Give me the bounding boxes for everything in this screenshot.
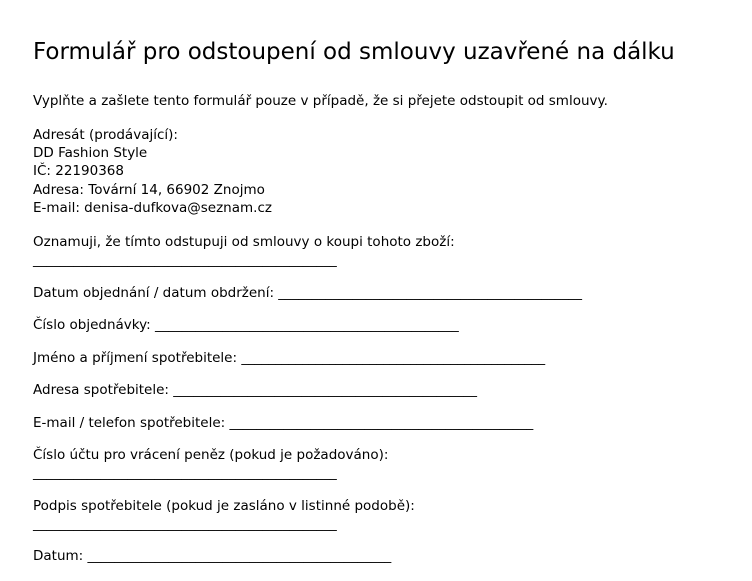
- page-title: Formulář pro odstoupení od smlouvy uzavřené na dálku: [33, 39, 675, 65]
- form-instructions: Vyplňte a zašlete tento formulář pouze v případě, že si přejete odstoupit od smlouvy.: [33, 93, 608, 109]
- refund-account-blank-line: _____________________________________________: [33, 465, 337, 482]
- seller-name: DD Fashion Style: [33, 145, 148, 162]
- seller-email: E-mail: denisa-dufkova@seznam.cz: [33, 199, 272, 216]
- goods-label: Oznamuji, že tímto odstupuji od smlouvy o koupi tohoto zboží:: [33, 234, 455, 251]
- order-number-field: Číslo objednávky: _____________________________________________: [33, 317, 459, 334]
- signature-blank-line: _____________________________________________: [33, 515, 337, 532]
- order-date-field: Datum objednání / datum obdržení: _____________________________________________: [33, 284, 583, 301]
- seller-address: Adresa: Tovární 14, 66902 Znojmo: [33, 181, 265, 198]
- consumer-name-field: Jméno a příjmení spotřebitele: _____________________________________________: [33, 349, 546, 366]
- date-field: Datum: _____________________________________________: [33, 548, 392, 565]
- seller-heading: Adresát (prodávající):: [33, 127, 178, 143]
- consumer-contact-field: E-mail / telefon spotřebitele: _____________________________________________: [33, 414, 534, 431]
- refund-account-label: Číslo účtu pro vrácení peněz (pokud je požadováno):: [33, 447, 389, 464]
- goods-blank-line: _____________________________________________: [33, 252, 337, 269]
- seller-info: [33, 126, 745, 217]
- withdrawal-form: [33, 38, 745, 565]
- consumer-address-field: Adresa spotřebitele: _____________________________________________: [33, 382, 478, 399]
- seller-ico: IČ: 22190368: [33, 163, 124, 180]
- signature-label: Podpis spotřebitele (pokud je zasláno v listinné podobě):: [33, 497, 415, 514]
